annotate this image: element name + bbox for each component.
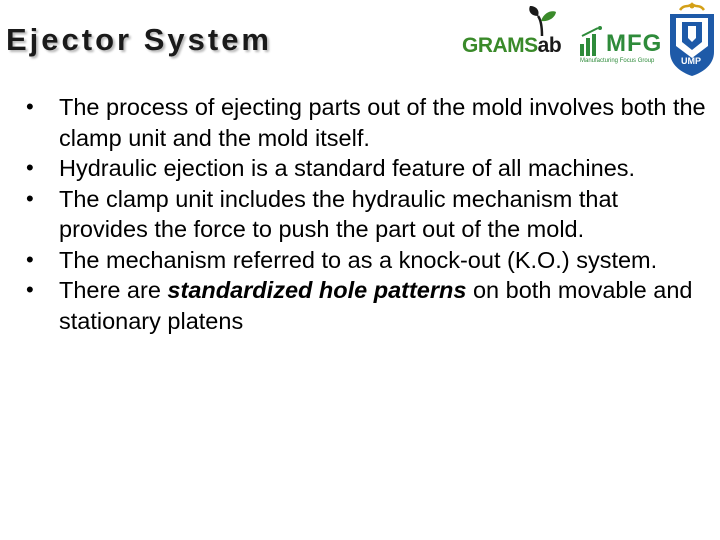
slide-title: Ejector System — [6, 22, 272, 57]
bullet-text-prefix: There are — [59, 277, 168, 303]
ump-logo-text: UMP — [681, 56, 701, 66]
bullet-emphasis: standardized hole patterns — [167, 277, 467, 303]
mfg-logo-text: MFG — [606, 30, 663, 57]
grams-logo-suffix: ab — [537, 34, 562, 57]
bullet-item — [26, 275, 706, 336]
bullet-item: • Hydraulic ejection is a standard feature of all machines. — [26, 153, 706, 184]
bullet-item: • The process of ejecting parts out of the mold involves both the clamp unit and the mold itself. — [26, 92, 706, 153]
bar-chart-icon — [578, 26, 606, 58]
logo-bar — [460, 0, 720, 80]
bullet-item: • The mechanism referred to as a knock-out (K.O.) system. — [26, 245, 706, 276]
bullet-item: • The clamp unit includes the hydraulic mechanism that provides the force to push the part out of the mold. — [26, 184, 706, 245]
grams-logo-text: GRAMS — [462, 34, 538, 57]
ump-shield-icon — [666, 2, 718, 78]
mfg-logo-subtitle: Manufacturing Focus Group — [580, 58, 655, 64]
bullet-list — [26, 92, 706, 336]
sprout-icon — [526, 4, 560, 38]
ump-logo — [666, 2, 718, 83]
bullet-text-suffix: on both movable and stationary platens — [59, 277, 693, 334]
